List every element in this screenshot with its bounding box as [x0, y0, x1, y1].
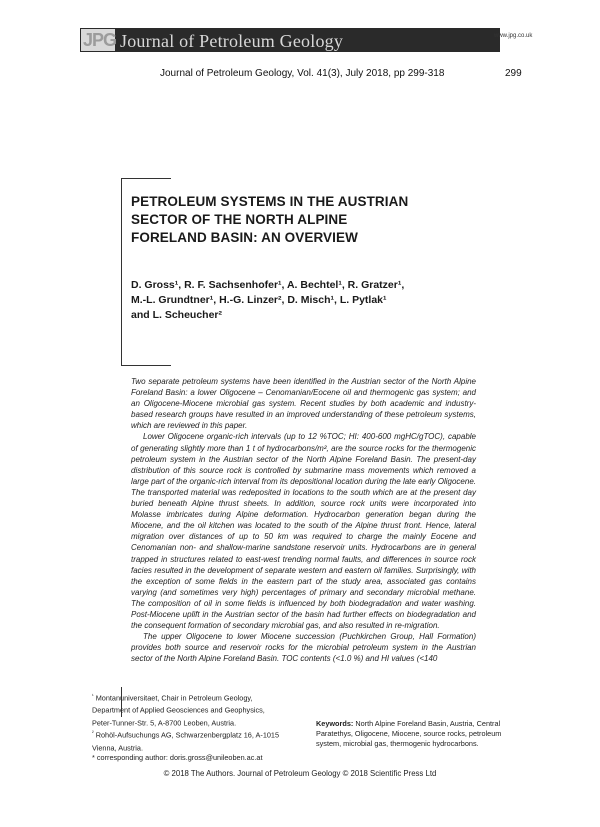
keywords	[316, 719, 516, 749]
author-line: and L. Scheucher²	[131, 309, 223, 321]
affiliation-line: $^{^1}$ Montanuniversitaet, Chair in Petroleum Geology,	[92, 693, 253, 703]
title-line: FORELAND BASIN: AN OVERVIEW	[131, 230, 358, 245]
copyright-footer: © 2018 The Authors. Journal of Petroleum Geology © 2018 Scientific Press Ltd	[163, 769, 437, 778]
page-number: 299	[505, 68, 522, 79]
keywords-text: North Alpine Foreland Basin, Austria, Central Paratethys, Oligocene, Miocene, source rocks, petroleum system, microbial gas, thermogenic hydrocarbons.	[316, 719, 502, 748]
journal-url[interactable]: www.jpg.co.uk	[494, 33, 533, 39]
author-line: D. Gross¹, R. F. Sachsenhofer¹, A. Bechtel¹, R. Gratzer¹,	[131, 279, 405, 291]
abstract-paragraph: Lower Oligocene organic-rich intervals (up to 12 %TOC; HI: 400-600 mgHC/gTOC), capable of generating slightly more than 1 t of hydrocarbons/m², are the source rocks for the thermogenic petroleum system in the Austrian sector of the North Alpine Foreland Basin. The present-day distribution of this source rock is controlled by submarine mass movements which removed a large part of the organic-rich interval from its depositional location during the late early Oligocene. The transported material was redeposited in locations to the south which are at the present day buried beneath Alpine thrust sheets. In addition, source rock units were incorporated into Molasse imbricates during Alpine deformation. Hydrocarbon generation began during the Miocene, and the oil kitchen was located to the south of the Alpine thrust front. Hence, lateral migration over distances of up to 50 km was required to charge the mainly Eocene and Cenomanian non- and shallow-marine sandstone reservoir units. Hydrocarbons are in general trapped in structures related to east-west trending normal faults, and differences in source rock facies resulted in the development of separate western and eastern oil families. Surprisingly, with the exception of some fields in the eastern part of the study area, associated gas contains varying (and sometimes very high) percentages of primary and secondary microbial methane. The composition of oil in some fields is influenced by both biodegradation and water washing. Post-Miocene uplift in the Austrian sector of the basin had further effects on biodegradation and the consequent formation of secondary microbial gas, and also resulted in re-migration.	[131, 432, 476, 631]
frame-top-line	[121, 178, 171, 179]
author-list	[131, 278, 491, 323]
frame-bottom-line	[121, 365, 171, 366]
journal-logo-text: JPG	[83, 30, 117, 50]
abstract-paragraph: Two separate petroleum systems have been identified in the Austrian sector of the North Alpine Foreland Basin: a lower Oligocene – Cenomanian/Eocene oil and thermogenic gas system; and an Oligocene-Miocene microbial gas system. Recent studies by both academic and industry-based research groups have resulted in an improved understanding of these petroleum systems, which are reviewed in this paper.	[131, 377, 476, 431]
title-line: SECTOR OF THE NORTH ALPINE	[131, 212, 348, 227]
abstract-paragraph: The upper Oligocene to lower Miocene succession (Puchkirchen Group, Hall Formation) provides both source and reservoir rocks for the microbial petroleum system in the Austrian sector of the North Alpine Foreland Basin. TOC contents (<1.0 %) and HI values (<140	[131, 632, 476, 664]
keywords-label: Keywords:	[316, 719, 354, 728]
affiliation-line: Department of Applied Geosciences and Geophysics,	[92, 705, 265, 715]
corresponding-author[interactable]: * corresponding author: doris.gross@unileoben.ac.at	[92, 753, 263, 763]
affiliation-line: Vienna, Austria.	[92, 743, 143, 753]
affiliation-line: $^{^2}$ Rohöl-Aufsuchungs AG, Schwarzenbergplatz 16, A-1015	[92, 730, 280, 740]
author-line: M.-L. Grundtner¹, H.-G. Linzer², D. Misch¹, L. Pytlak¹	[131, 294, 387, 306]
frame-left-line	[121, 178, 122, 366]
affiliation-line: Peter-Tunner-Str. 5, A-8700 Leoben, Austria.	[92, 718, 237, 728]
article-title	[131, 193, 491, 247]
citation-line: Journal of Petroleum Geology, Vol. 41(3), July 2018, pp 299-318	[160, 68, 445, 79]
affiliations	[92, 691, 302, 763]
journal-name: Journal of Petroleum Geology	[120, 31, 344, 51]
title-line: PETROLEUM SYSTEMS IN THE AUSTRIAN	[131, 194, 409, 209]
abstract	[131, 376, 476, 664]
